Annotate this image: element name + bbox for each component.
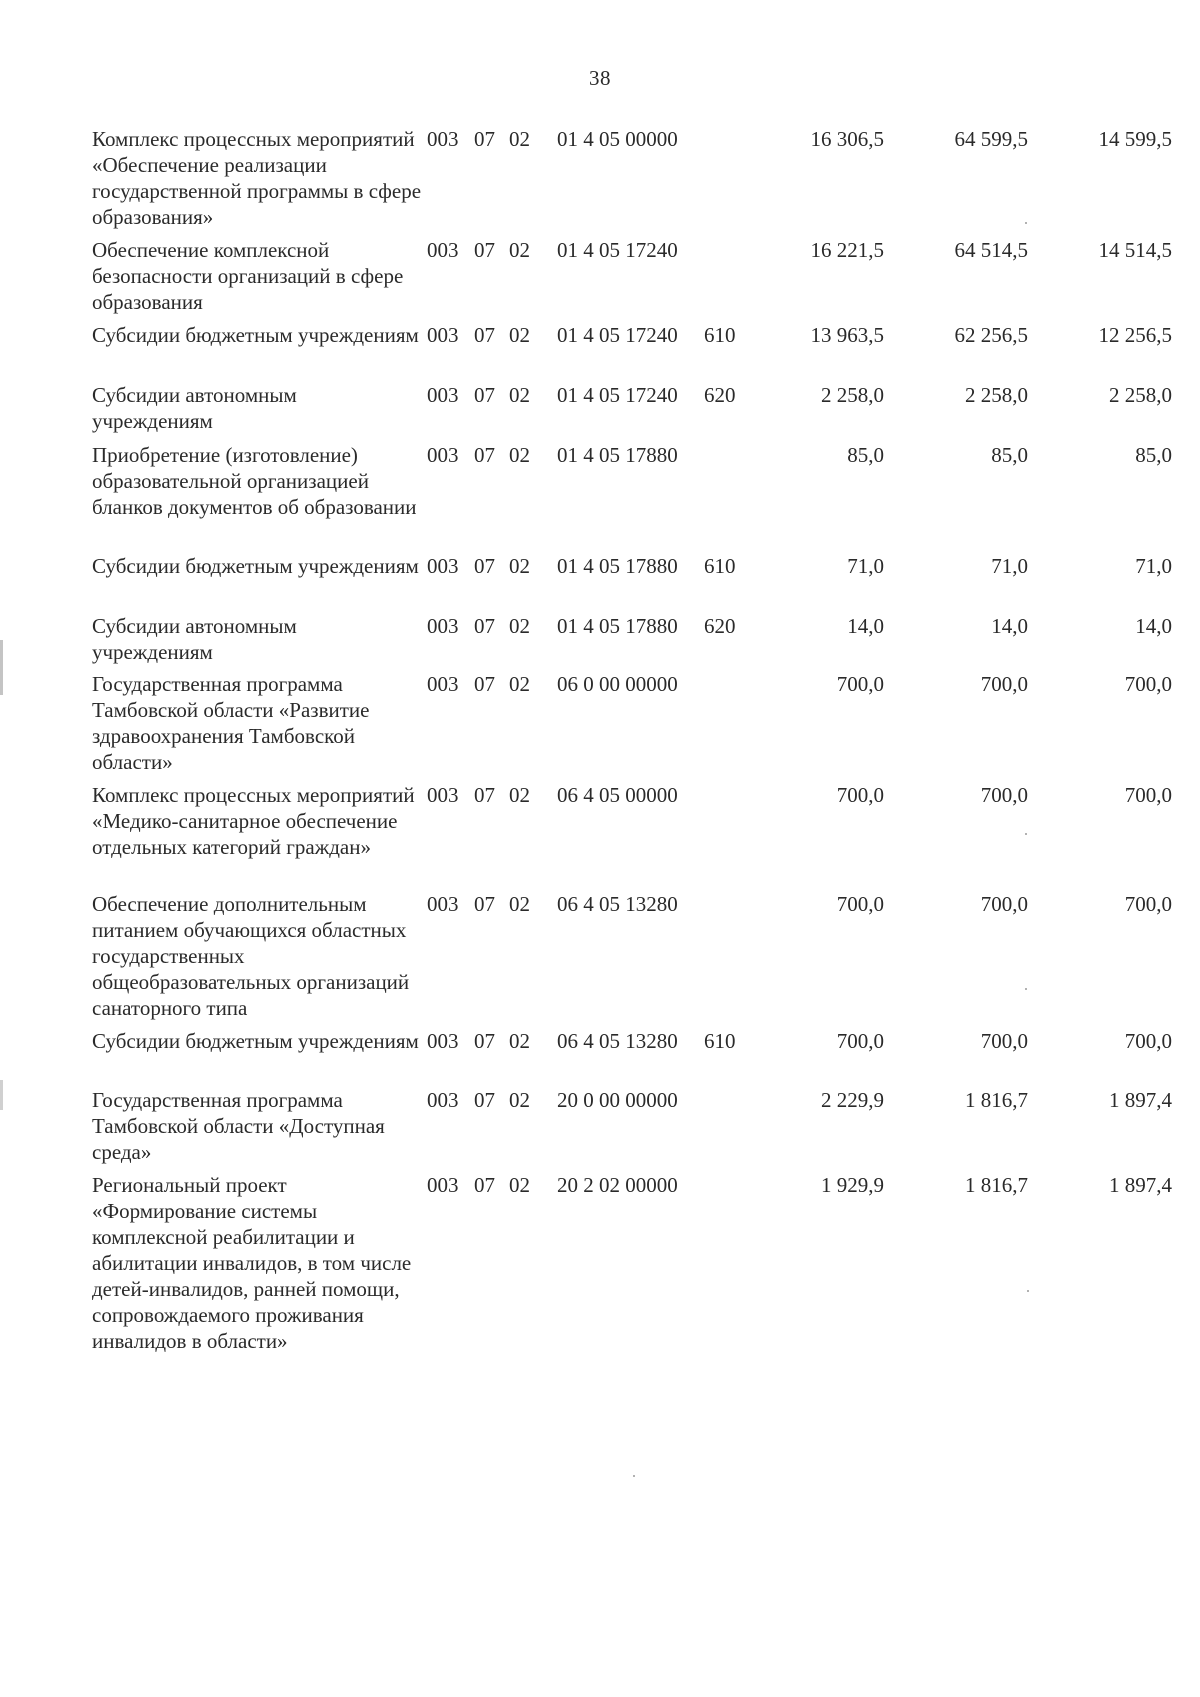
cell-razdel: 07	[474, 672, 495, 696]
cell-amount-2: 71,0	[991, 554, 1028, 578]
cell-podrazdel: 02	[509, 1029, 530, 1053]
scan-speck	[633, 1475, 635, 1477]
cell-podrazdel: 02	[509, 127, 530, 151]
cell-amount-1: 2 258,0	[821, 383, 884, 407]
cell-amount-1: 700,0	[836, 1029, 884, 1053]
cell-target-article: 06 4 05 00000	[557, 783, 678, 807]
cell-podrazdel: 02	[509, 783, 530, 807]
cell-target-article: 06 4 05 13280	[557, 1029, 678, 1053]
row-name: Государственная программа Тамбовской области «Развитие здравоохранения Тамбовской области»	[92, 672, 370, 774]
table-row	[92, 782, 1172, 891]
scan-edge-mark	[0, 640, 3, 695]
cell-razdel: 07	[474, 238, 495, 262]
cell-amount-2: 700,0	[980, 672, 1028, 696]
cell-ved: 003	[427, 383, 459, 407]
row-name: Субсидии бюджетным учреждениям	[92, 1029, 419, 1053]
scan-speck	[1027, 1290, 1029, 1292]
cell-amount-2: 2 258,0	[965, 383, 1028, 407]
cell-amount-2: 700,0	[980, 783, 1028, 807]
cell-target-article: 01 4 05 17240	[557, 323, 678, 347]
cell-amount-3: 14 599,5	[1098, 127, 1172, 151]
cell-podrazdel: 02	[509, 323, 530, 347]
cell-podrazdel: 02	[509, 892, 530, 916]
cell-razdel: 07	[474, 783, 495, 807]
cell-expense-type: 610	[704, 554, 736, 578]
table-row	[92, 382, 1172, 442]
row-name: Региональный проект «Формирование системы комплексной реабилитации и абилитации инвалидов, в том числе детей-инвалидов, ранней помощи, сопровождаемого проживания инвалидов в области»	[92, 1173, 412, 1353]
cell-podrazdel: 02	[509, 672, 530, 696]
cell-amount-3: 700,0	[1124, 783, 1172, 807]
cell-target-article: 01 4 05 17240	[557, 383, 678, 407]
cell-amount-3: 700,0	[1124, 1029, 1172, 1053]
cell-expense-type: 610	[704, 1029, 736, 1053]
cell-amount-3: 12 256,5	[1098, 323, 1172, 347]
table-row	[92, 1172, 1172, 1382]
row-name: Комплекс процессных мероприятий «Обеспечение реализации государственной программы в сфере образования»	[92, 127, 422, 229]
scan-speck	[1025, 988, 1027, 990]
row-name: Государственная программа Тамбовской области «Доступная среда»	[92, 1088, 385, 1164]
cell-amount-1: 1 929,9	[821, 1173, 884, 1197]
cell-target-article: 01 4 05 17880	[557, 443, 678, 467]
cell-ved: 003	[427, 238, 459, 262]
cell-ved: 003	[427, 554, 459, 578]
cell-amount-3: 14 514,5	[1098, 238, 1172, 262]
table-row	[92, 322, 1172, 382]
cell-target-article: 01 4 05 00000	[557, 127, 678, 151]
cell-amount-3: 85,0	[1135, 443, 1172, 467]
scan-speck	[1025, 833, 1027, 835]
table-row	[92, 442, 1172, 553]
cell-amount-2: 62 256,5	[954, 323, 1028, 347]
row-name: Обеспечение дополнительным питанием обучающихся областных государственных общеобразовательных организаций санаторного типа	[92, 892, 410, 1020]
cell-podrazdel: 02	[509, 443, 530, 467]
cell-podrazdel: 02	[509, 1088, 530, 1112]
table-row	[92, 1028, 1172, 1087]
cell-amount-2: 700,0	[980, 892, 1028, 916]
cell-amount-1: 85,0	[847, 443, 884, 467]
cell-amount-3: 2 258,0	[1109, 383, 1172, 407]
cell-podrazdel: 02	[509, 1173, 530, 1197]
scan-speck	[1025, 222, 1027, 224]
row-name: Субсидии автономным учреждениям	[92, 614, 297, 664]
cell-amount-3: 1 897,4	[1109, 1088, 1172, 1112]
cell-amount-2: 64 599,5	[954, 127, 1028, 151]
table-row	[92, 891, 1172, 1028]
cell-amount-1: 2 229,9	[821, 1088, 884, 1112]
cell-ved: 003	[427, 323, 459, 347]
cell-target-article: 01 4 05 17880	[557, 554, 678, 578]
cell-podrazdel: 02	[509, 238, 530, 262]
cell-ved: 003	[427, 1173, 459, 1197]
row-name: Субсидии автономным учреждениям	[92, 383, 297, 433]
cell-amount-1: 16 221,5	[810, 238, 884, 262]
cell-ved: 003	[427, 672, 459, 696]
cell-razdel: 07	[474, 1088, 495, 1112]
table-row	[92, 1087, 1172, 1172]
page-number: 38	[589, 66, 611, 90]
row-name: Субсидии бюджетным учреждениям	[92, 323, 419, 347]
cell-razdel: 07	[474, 383, 495, 407]
cell-amount-2: 64 514,5	[954, 238, 1028, 262]
cell-podrazdel: 02	[509, 554, 530, 578]
cell-expense-type: 620	[704, 383, 736, 407]
row-name: Комплекс процессных мероприятий «Медико-санитарное обеспечение отдельных категорий граждан»	[92, 783, 415, 859]
cell-amount-1: 71,0	[847, 554, 884, 578]
cell-amount-1: 700,0	[836, 783, 884, 807]
cell-razdel: 07	[474, 1173, 495, 1197]
row-name: Субсидии бюджетным учреждениям	[92, 554, 419, 578]
table-row	[92, 237, 1172, 322]
cell-amount-1: 16 306,5	[810, 127, 884, 151]
cell-amount-1: 700,0	[836, 672, 884, 696]
table-row	[92, 671, 1172, 782]
cell-ved: 003	[427, 783, 459, 807]
cell-amount-3: 700,0	[1124, 892, 1172, 916]
table-row	[92, 613, 1172, 671]
cell-amount-3: 14,0	[1135, 614, 1172, 638]
cell-amount-2: 85,0	[991, 443, 1028, 467]
cell-ved: 003	[427, 614, 459, 638]
cell-razdel: 07	[474, 614, 495, 638]
cell-amount-3: 1 897,4	[1109, 1173, 1172, 1197]
cell-target-article: 01 4 05 17880	[557, 614, 678, 638]
cell-razdel: 07	[474, 1029, 495, 1053]
cell-target-article: 01 4 05 17240	[557, 238, 678, 262]
cell-amount-1: 13 963,5	[810, 323, 884, 347]
cell-amount-1: 700,0	[836, 892, 884, 916]
cell-ved: 003	[427, 127, 459, 151]
cell-podrazdel: 02	[509, 383, 530, 407]
cell-amount-3: 700,0	[1124, 672, 1172, 696]
cell-ved: 003	[427, 1029, 459, 1053]
cell-amount-2: 700,0	[980, 1029, 1028, 1053]
cell-amount-2: 1 816,7	[965, 1088, 1028, 1112]
cell-razdel: 07	[474, 554, 495, 578]
cell-amount-2: 1 816,7	[965, 1173, 1028, 1197]
cell-razdel: 07	[474, 443, 495, 467]
cell-target-article: 20 0 00 00000	[557, 1088, 678, 1112]
cell-amount-1: 14,0	[847, 614, 884, 638]
cell-podrazdel: 02	[509, 614, 530, 638]
cell-ved: 003	[427, 1088, 459, 1112]
cell-target-article: 06 0 00 00000	[557, 672, 678, 696]
cell-razdel: 07	[474, 892, 495, 916]
cell-amount-2: 14,0	[991, 614, 1028, 638]
cell-expense-type: 620	[704, 614, 736, 638]
row-name: Приобретение (изготовление) образовательной организацией бланков документов об образовании	[92, 443, 417, 519]
scan-edge-mark	[0, 1080, 3, 1110]
cell-razdel: 07	[474, 127, 495, 151]
cell-target-article: 20 2 02 00000	[557, 1173, 678, 1197]
cell-ved: 003	[427, 443, 459, 467]
cell-expense-type: 610	[704, 323, 736, 347]
cell-ved: 003	[427, 892, 459, 916]
table-row	[92, 126, 1172, 237]
row-name: Обеспечение комплексной безопасности организаций в сфере образования	[92, 238, 404, 314]
budget-table	[92, 126, 1172, 1382]
cell-razdel: 07	[474, 323, 495, 347]
table-row	[92, 553, 1172, 613]
cell-amount-3: 71,0	[1135, 554, 1172, 578]
cell-target-article: 06 4 05 13280	[557, 892, 678, 916]
